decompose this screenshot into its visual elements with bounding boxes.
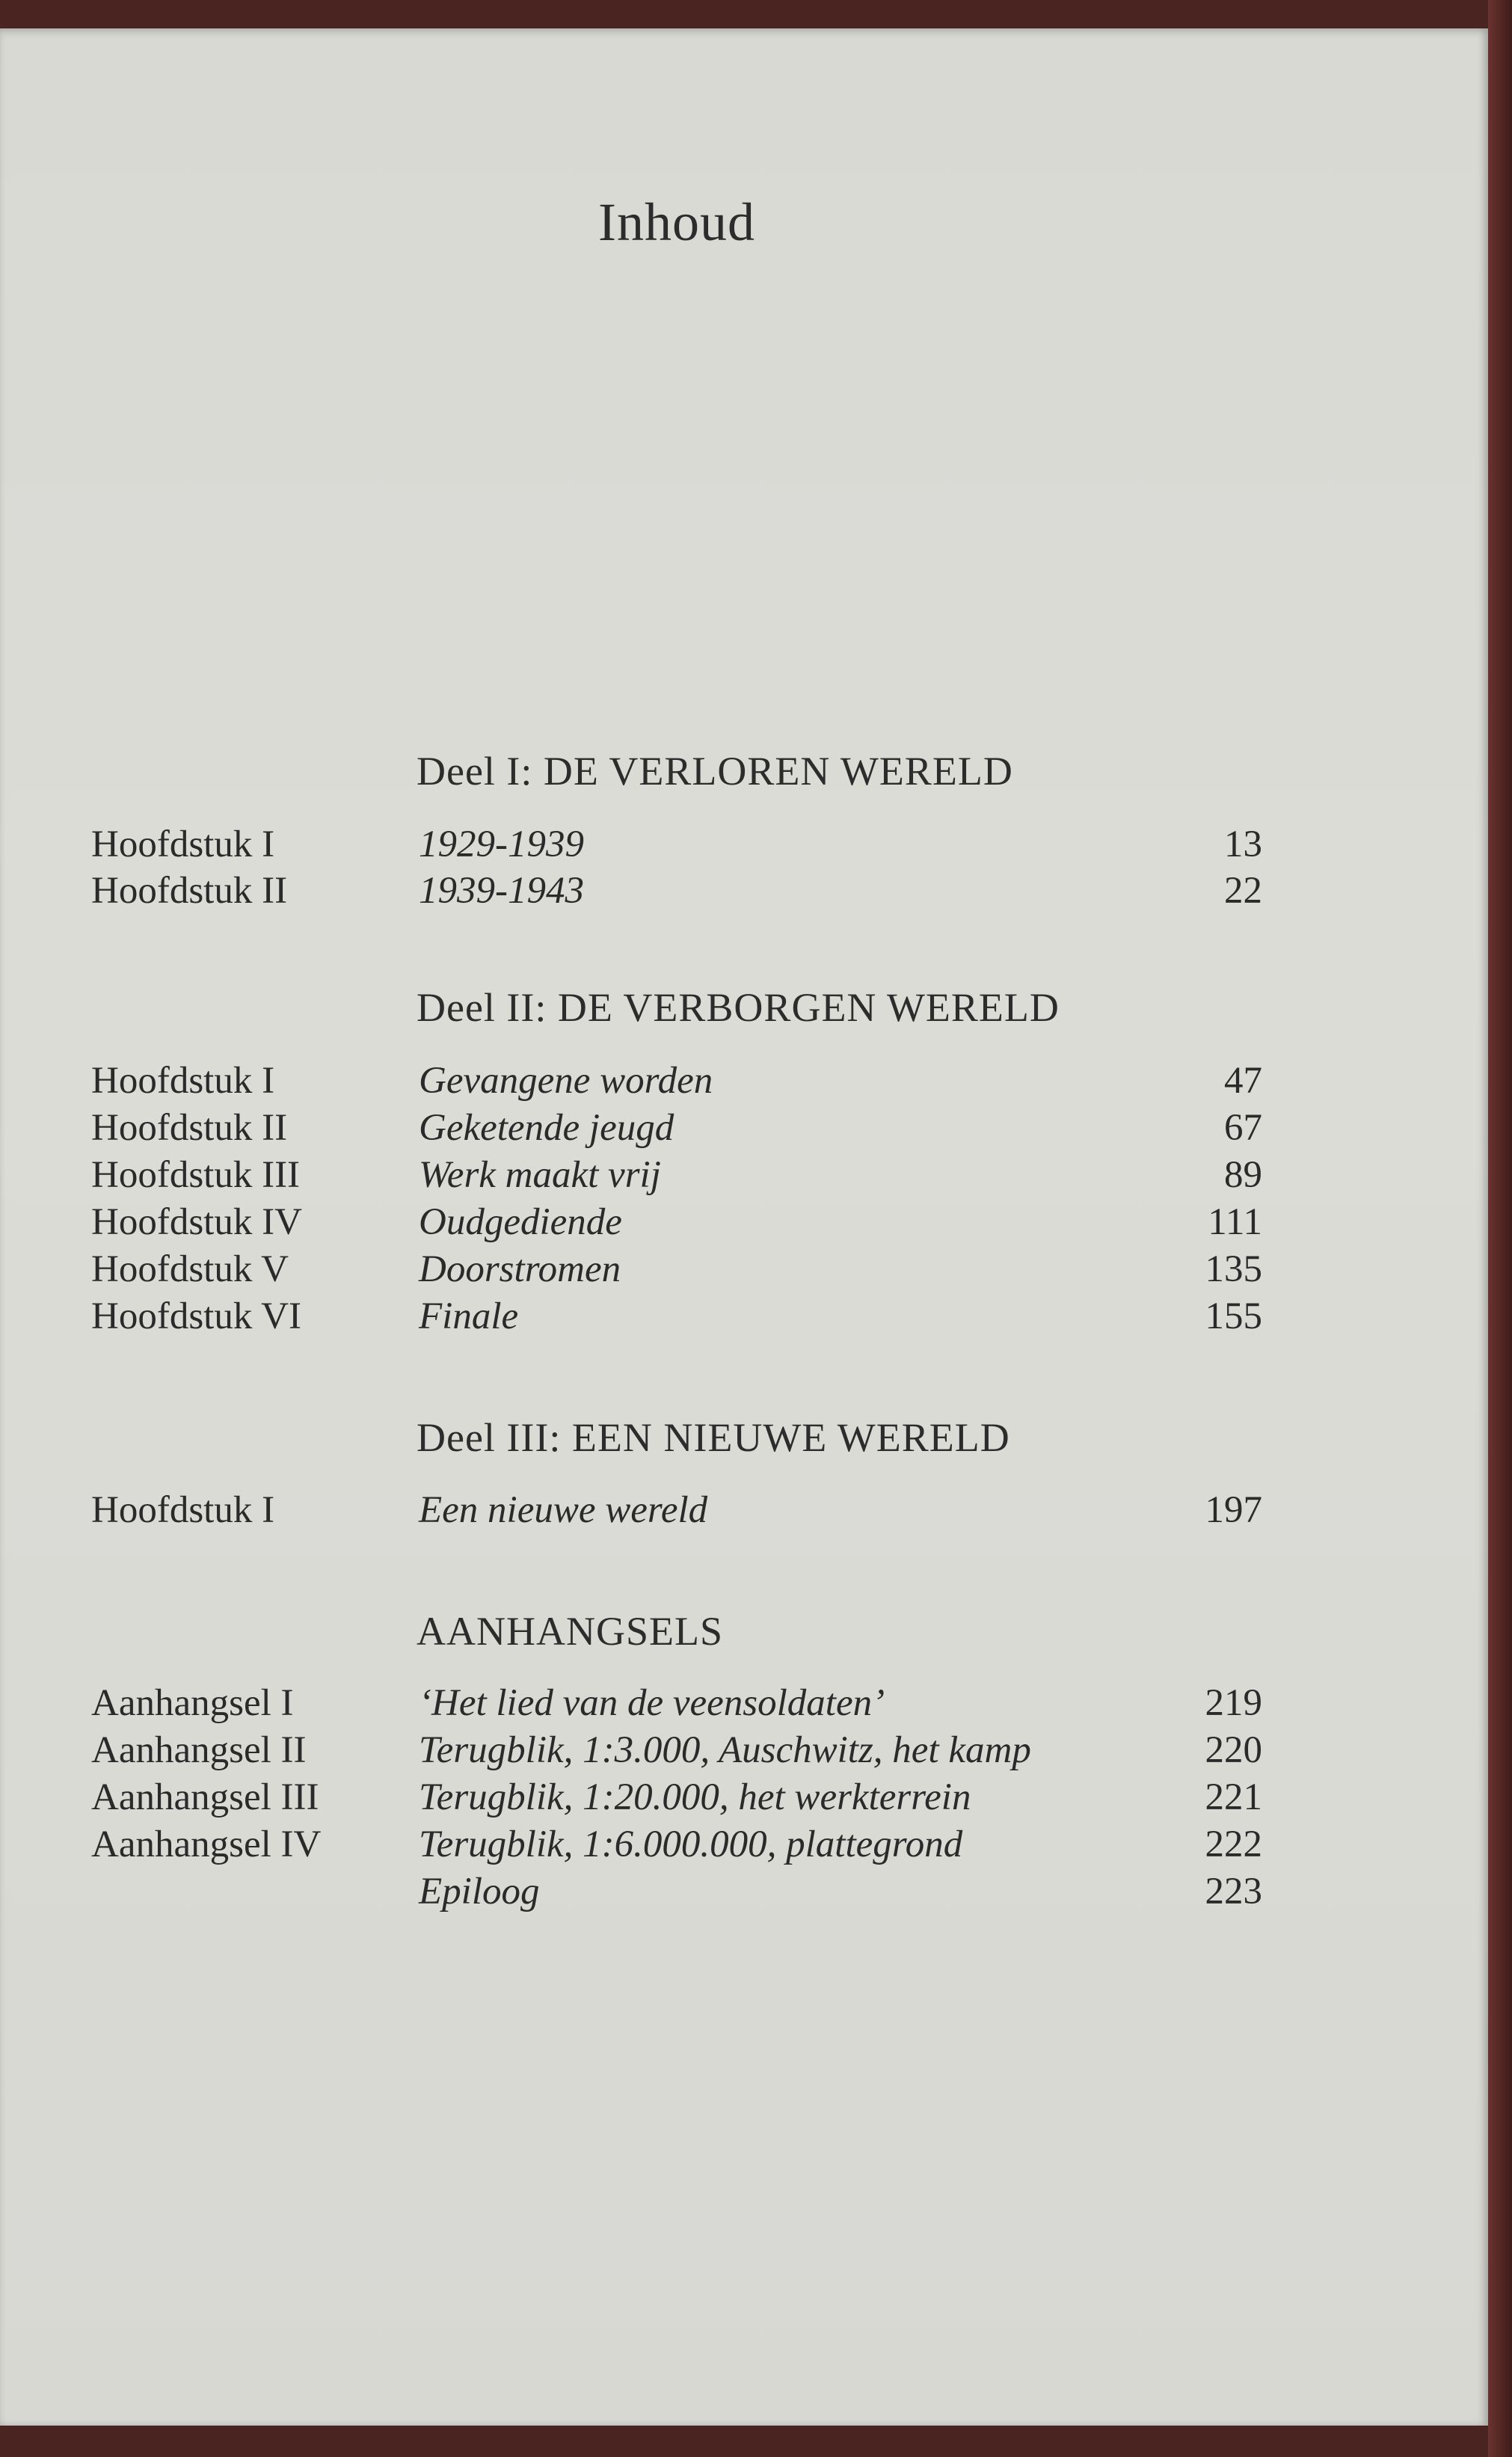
chapter-label: Hoofdstuk I <box>91 1489 275 1531</box>
part-heading: Deel III: EEN NIEUWE WERELD <box>417 1415 1010 1460</box>
chapter-label: Hoofdstuk III <box>91 1154 301 1196</box>
chapter-title: 1939-1943 <box>419 870 584 912</box>
toc-entry <box>0 1295 1488 1343</box>
appendix-label: Aanhangsel II <box>91 1729 307 1771</box>
chapter-title: Oudgediende <box>419 1201 622 1243</box>
toc-entry <box>0 1059 1488 1107</box>
toc-entry <box>0 823 1488 871</box>
chapter-title: Gevangene worden <box>419 1060 713 1102</box>
book-cover-edge <box>1488 0 1512 2457</box>
page-number: 222 <box>1205 1823 1262 1865</box>
chapter-label: Hoofdstuk I <box>91 1060 275 1102</box>
chapter-label: Hoofdstuk V <box>91 1248 289 1290</box>
toc-entry <box>0 1823 1488 1871</box>
toc-entry <box>0 1248 1488 1295</box>
page-number: 220 <box>1205 1729 1262 1771</box>
chapter-title: Geketende jeugd <box>419 1107 674 1149</box>
epilogue-title: Epiloog <box>419 1871 540 1912</box>
toc-entry <box>0 1681 1488 1729</box>
appendix-label: Aanhangsel III <box>91 1776 319 1818</box>
page-title: Inhoud <box>598 192 755 252</box>
page-number: 197 <box>1205 1489 1262 1531</box>
toc-entry <box>0 1153 1488 1201</box>
page-number: 223 <box>1205 1871 1262 1912</box>
toc-entry <box>0 1200 1488 1248</box>
part-heading: AANHANGSELS <box>417 1609 724 1654</box>
appendix-label: Aanhangsel I <box>91 1682 294 1724</box>
appendix-title: Terugblik, 1:20.000, het werkterrein <box>419 1776 971 1818</box>
chapter-title: Een nieuwe wereld <box>419 1489 708 1531</box>
chapter-label: Hoofdstuk II <box>91 1107 288 1149</box>
chapter-title: Werk maakt vrij <box>419 1154 661 1196</box>
appendix-title: ‘Het lied van de veensoldaten’ <box>419 1682 885 1724</box>
chapter-label: Hoofdstuk VI <box>91 1295 301 1337</box>
toc-entry <box>0 1488 1488 1536</box>
page-number: 221 <box>1205 1776 1262 1818</box>
part-heading: Deel I: DE VERLOREN WERELD <box>417 749 1013 794</box>
chapter-title: 1929-1939 <box>419 823 584 865</box>
toc-entry <box>0 1870 1488 1918</box>
toc-entry <box>0 869 1488 917</box>
page-number: 89 <box>1224 1154 1262 1196</box>
page-number: 135 <box>1205 1248 1262 1290</box>
book-page <box>0 28 1488 2426</box>
toc-entry <box>0 1776 1488 1823</box>
page-number: 111 <box>1208 1201 1262 1243</box>
chapter-label: Hoofdstuk I <box>91 823 275 865</box>
appendix-title: Terugblik, 1:3.000, Auschwitz, het kamp <box>419 1729 1031 1771</box>
toc-entry <box>0 1729 1488 1776</box>
page-number: 67 <box>1224 1107 1262 1149</box>
toc-entry <box>0 1106 1488 1154</box>
page-number: 47 <box>1224 1060 1262 1102</box>
part-heading: Deel II: DE VERBORGEN WERELD <box>417 985 1060 1030</box>
page-number: 13 <box>1224 823 1262 865</box>
page-number: 219 <box>1205 1682 1262 1724</box>
page-number: 22 <box>1224 870 1262 912</box>
appendix-title: Terugblik, 1:6.000.000, plattegrond <box>419 1823 963 1865</box>
chapter-label: Hoofdstuk IV <box>91 1201 302 1243</box>
chapter-label: Hoofdstuk II <box>91 870 288 912</box>
chapter-title: Doorstromen <box>419 1248 621 1290</box>
appendix-label: Aanhangsel IV <box>91 1823 322 1865</box>
chapter-title: Finale <box>419 1295 519 1337</box>
page-number: 155 <box>1205 1295 1262 1337</box>
